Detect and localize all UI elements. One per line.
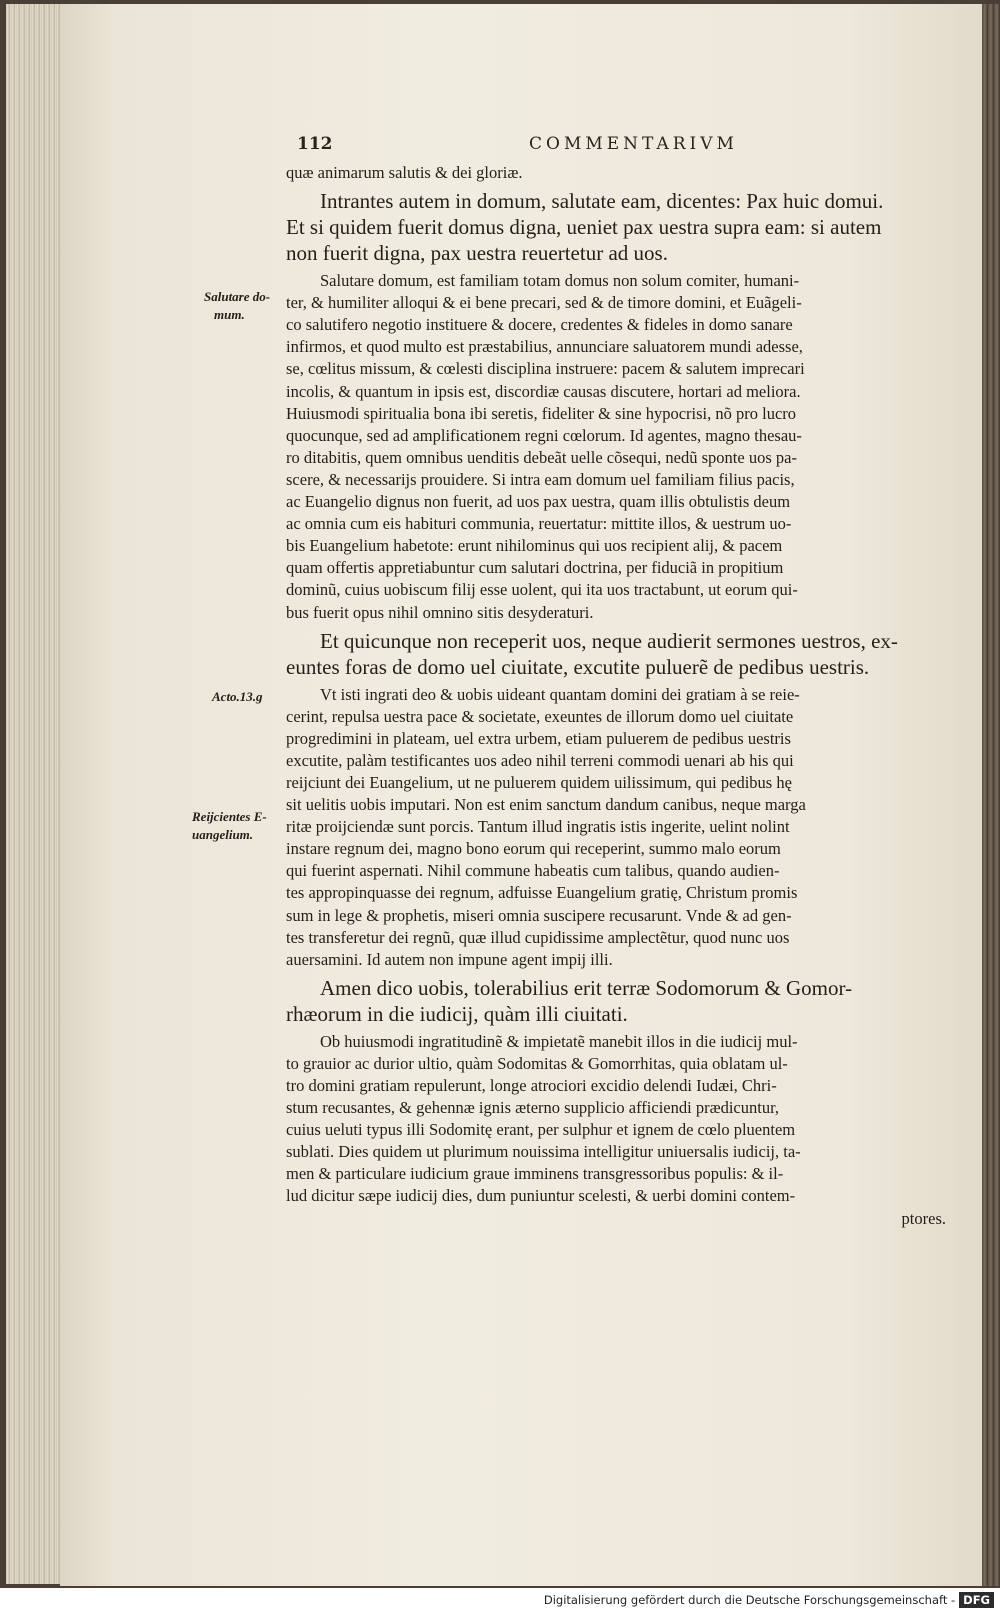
text-line: quam offertis appretiabuntur cum salutari doctrina, per fiduciã in propitium (286, 558, 784, 578)
marginal-note-salutare (204, 288, 270, 324)
commentary-block (286, 162, 966, 184)
scripture-verse-block (286, 188, 966, 266)
text-line: rhæorum in die iudicij, quàm illi ciuitati. (286, 1001, 628, 1026)
text-line: instare regnum dei, magno bono eorum qui receperint, summo malo eorum (286, 839, 781, 859)
running-title: COMMENTARIVM (529, 134, 738, 154)
text-line: Et si quidem fuerit domus digna, ueniet pax uestra supra eam: si autem (286, 215, 882, 240)
page-edges (6, 4, 62, 1584)
scripture-verse-block (286, 975, 966, 1027)
text-line: Vt isti ingrati deo & uobis uideant quantam domini dei gratiam à se reie- (320, 684, 800, 704)
text-line: ac omnia cum eis habituri communia, reuertatur: mittite illos, & uestrum uo- (286, 514, 792, 534)
dfg-logo: DFG (959, 1592, 994, 1608)
binding-edge (982, 4, 1000, 1586)
text-line: cuius ueluti typus illi Sodomitę erant, per sulphur et ignem de cœlo pluentem (286, 1120, 796, 1140)
scripture-verse-block (286, 628, 966, 680)
text-line: excutite, palàm testificantes uos adeo nihil terreni commodi uenari ab his qui (286, 750, 794, 770)
marginal-note-reijcientes (192, 808, 267, 844)
marginal-note-line: mum. (214, 307, 245, 322)
text-line: Ob huiusmodi ingratitudinẽ & impietatẽ manebit illos in die iudicij mul- (320, 1031, 798, 1051)
body-text (286, 162, 966, 1230)
text-line: to grauior ac durior ultio, quàm Sodomitas & Gomorrhitas, quia oblatam ul- (286, 1053, 788, 1073)
text-line: euntes foras de domo uel ciuitate, excutite puluerẽ de pedibus uestris. (286, 654, 870, 679)
marginal-note-line: Acto.13.g (212, 689, 263, 704)
text-line: ac Euangelio dignus non fuerit, ad uos pax uestra, quam illis obtulistis deum (286, 492, 791, 512)
text-line: infirmos, et quod multo est præstabilius, annunciare saluatorem mundi adesse, (286, 337, 803, 357)
footer-bar (0, 1588, 1000, 1612)
commentary-block (286, 270, 966, 624)
marginal-note-line: Reijcientes E- (192, 809, 267, 824)
text-line: men & particulare iudicium graue imminens transgressoribus populis: & il- (286, 1164, 784, 1184)
text-line: bis Euangelium habetote: erunt nihilominus qui uos recipient alij, & pacem (286, 536, 783, 556)
funding-notice: Digitalisierung gefördert durch die Deutsche Forschungsgemeinschaft - (543, 1593, 956, 1607)
text-line: stum recusantes, & gehennæ ignis æterno supplicio afficiendi prædicuntur, (286, 1098, 780, 1118)
text-line: bus fuerit opus nihil omnino sitis desyderaturi. (286, 602, 594, 622)
text-line: incolis, & quantum in ipsis est, discordiæ causas discutere, hortari ad meliora. (286, 381, 801, 401)
text-line: Salutare domum, est familiam totam domus non solum comiter, humani- (320, 271, 800, 291)
text-line: tro domini gratiam repulerunt, longe atrociori excidio delendi Iudæi, Chri- (286, 1076, 777, 1095)
text-line: ritæ proijciendæ sunt porcis. Tantum illud ingratis istis ingerite, uelint nolint (286, 817, 790, 837)
text-line: reijciunt dei Euangelium, ut ne puluerem quidem uilissimum, qui pedibus hę (286, 772, 792, 792)
text-line: lud dicitur sæpe iudicij dies, dum puniuntur scelesti, & uerbi domini contem- (286, 1186, 796, 1206)
text-line: ter, & humiliter alloqui & ei bene precari, sed & de timore domini, et Euãgeli- (286, 293, 802, 313)
text-line: cerint, repulsa uestra pace & societate, exeuntes de illorum domo uel ciuitate (286, 706, 794, 726)
text-line: sublati. Dies quidem ut plurimum nouissima intelligitur uniuersalis iudicij, ta- (286, 1142, 801, 1162)
marginal-note-line: Salutare do- (204, 289, 271, 304)
text-line: Intrantes autem in domum, salutate eam, dicentes: Pax huic domui. (320, 189, 884, 214)
marginal-note-line: uangelium. (192, 827, 254, 842)
text-line: quocunque, sed ad amplificationem regni cœlorum. Id agentes, magno thesau- (286, 425, 802, 445)
commentary-block (286, 1031, 966, 1230)
text-line: se, cœlitus missum, & cœlesti disciplina instruere: pacem & salutem imprecari (286, 359, 805, 379)
text-line: sit uelitis uobis imputari. Non est enim sanctum dandum canibus, neque marga (286, 795, 806, 815)
text-line: Huiusmodi spiritualia bona ibi seretis, fideliter & sine hypocrisi, nõ pro lucro (286, 403, 797, 423)
text-line: scere, & necessarijs prouidere. Si intra eam domum uel familiam filius pacis, (286, 469, 795, 489)
text-line: co salutifero negotio instituere & docere, credentes & fideles in domo sanare (286, 315, 793, 335)
marginal-note-acto (212, 688, 263, 706)
text-line: qui fuerint aspernati. Nihil commune habeatis cum talibus, quando audien- (286, 861, 780, 881)
text-line: quæ animarum salutis & dei gloriæ. (286, 163, 523, 182)
text-line: tes transferetur dei regnũ, quæ illud cupidissime amplectẽtur, quod nunc uos (286, 927, 790, 947)
commentary-block (286, 684, 966, 971)
text-line: Et quicunque non receperit uos, neque audierit sermones uestros, ex- (320, 628, 898, 653)
text-line: Amen dico uobis, tolerabilius erit terræ Sodomorum & Gomor- (320, 975, 853, 1000)
text-line: auersamini. Id autem non impune agent impij illi. (286, 949, 613, 969)
folio-number: 112 (297, 134, 333, 154)
text-line: tes appropinquasse dei regnum, adfuisse Euangelium gratię, Christum promis (286, 883, 798, 903)
text-line: non fuerit digna, pax uestra reuertetur ad uos. (286, 241, 668, 266)
catchword: ptores. (901, 1208, 946, 1228)
text-line: progredimini in plateam, uel extra urbem, etiam puluerem de pedibus uestris (286, 728, 791, 748)
text-line: sum in lege & prophetis, miseri omnia suscipere recusarunt. Vnde & ad gen- (286, 905, 792, 925)
page-header (297, 134, 957, 160)
text-line: dominũ, cuius uobiscum filij esse uolent, qui ita uos tractabunt, ut eorum qui- (286, 580, 798, 600)
text-line: ro ditabitis, quem omnibus uenditis debeãt uelle cõsequi, nedũ sponte uos pa- (286, 447, 797, 467)
